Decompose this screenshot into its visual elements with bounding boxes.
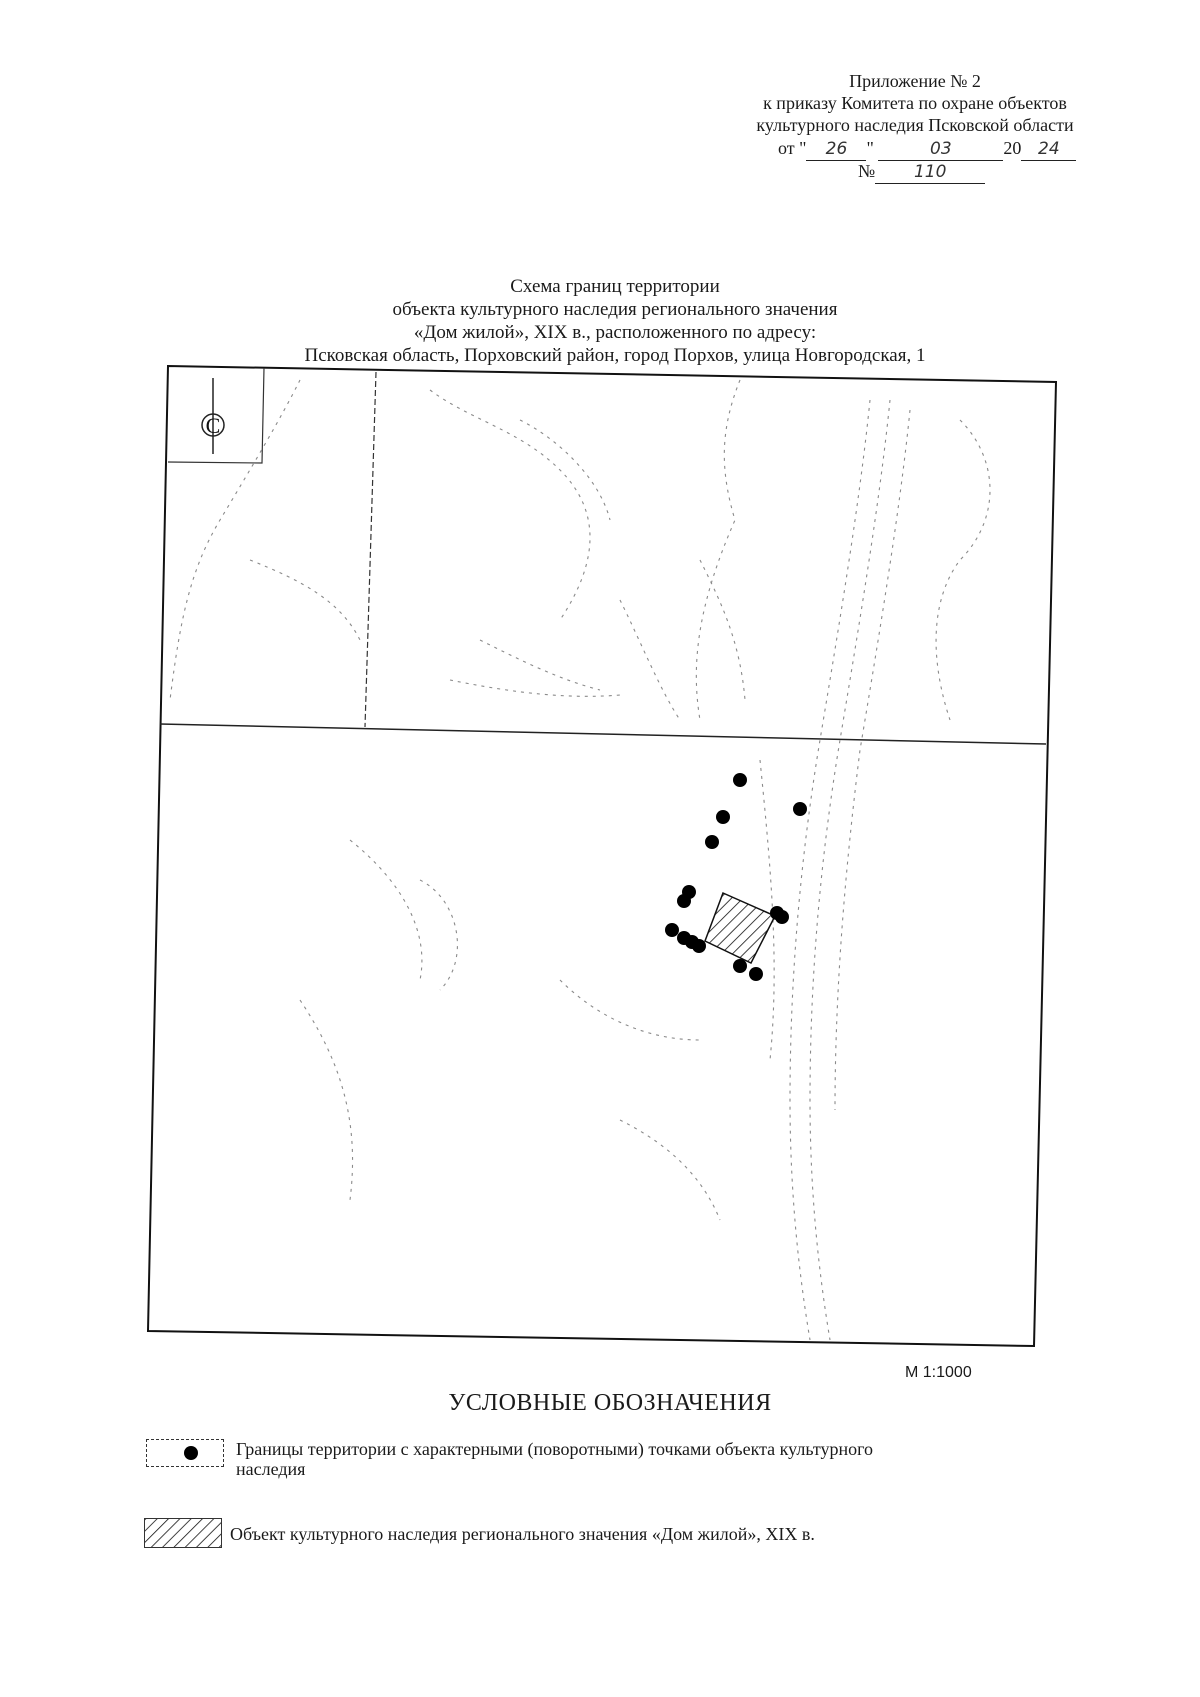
date-prefix: от " (778, 138, 807, 158)
compass-letter: С (205, 413, 221, 438)
boundary-point (705, 835, 719, 849)
legend-heritage-label: Объект культурного наследия регионального значения «Дом жилой», XIX в. (230, 1524, 815, 1544)
heritage-building-polygon (705, 893, 775, 963)
date-day: 26 (806, 138, 866, 161)
boundary-point (716, 810, 730, 824)
number-value: 110 (875, 161, 985, 184)
boundary-point (733, 773, 747, 787)
appendix-number: Приложение № 2 (849, 71, 981, 91)
boundary-point (749, 967, 763, 981)
cadastral-background (170, 380, 990, 1340)
boundary-point (692, 939, 706, 953)
sheet-divider-horizontal (160, 724, 1046, 744)
map-scale: М 1:1000 (905, 1364, 972, 1381)
boundary-point-icon (147, 1440, 223, 1466)
boundary-point (677, 894, 691, 908)
title-line-2: объекта культурного наследия регионального значения (392, 299, 838, 320)
date-year-suffix: 24 (1021, 138, 1076, 161)
appendix-committee-line: культурного наследия Псковской области (756, 115, 1074, 135)
boundary-point (775, 910, 789, 924)
hatch-pattern-icon (145, 1519, 221, 1547)
boundary-point (793, 802, 807, 816)
boundary-point (733, 959, 747, 973)
legend-heading: УСЛОВНЫЕ ОБОЗНАЧЕНИЯ (448, 1390, 772, 1416)
legend-boundary-swatch (146, 1439, 224, 1467)
title-line-3: «Дом жилой», XIX в., расположенного по адресу: (413, 322, 817, 343)
title-line-4: Псковская область, Порховский район, город Порхов, улица Новгородская, 1 (304, 345, 926, 366)
number-label: № (858, 161, 876, 181)
legend-boundary-line1: Границы территории с характерными (поворотными) точками объекта культурного (236, 1439, 874, 1459)
legend-heritage-swatch (144, 1518, 222, 1548)
map-frame (148, 366, 1056, 1346)
boundary-point (665, 923, 679, 937)
date-month: 03 (878, 138, 1003, 161)
north-arrow-icon (202, 378, 224, 454)
date-separator: " (866, 138, 874, 158)
sheet-divider-vertical (365, 372, 376, 727)
legend-boundary-label (236, 1439, 1016, 1479)
title-line-1: Схема границ территории (510, 276, 720, 297)
legend-boundary-line2: наследия (236, 1459, 306, 1479)
appendix-order-line: к приказу Комитета по охране объектов (763, 93, 1067, 113)
date-year-prefix: 20 (1003, 138, 1022, 158)
